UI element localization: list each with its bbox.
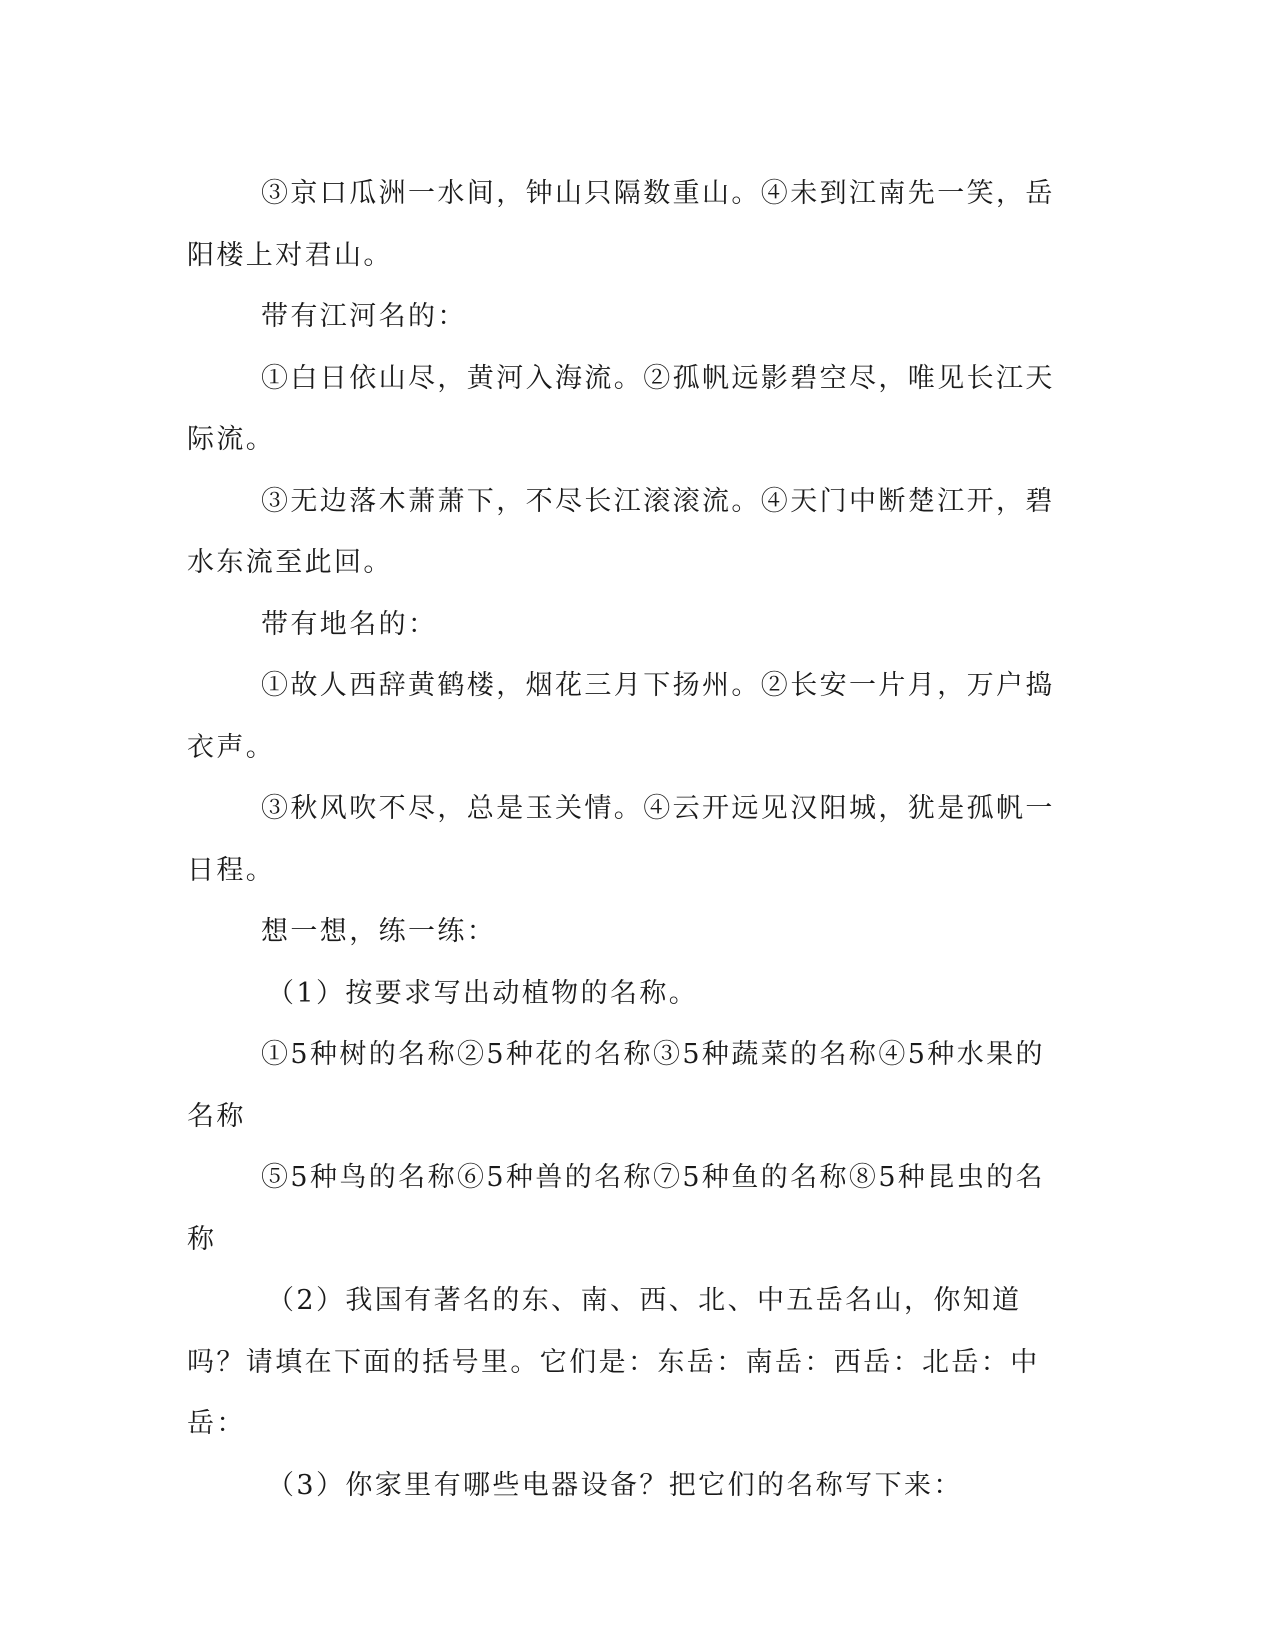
- poem-paragraph-places-2: ③秋风吹不尽，总是玉关情。④云开远见汉阳城，犹是孤帆一日程。: [187, 793, 1055, 886]
- exercise-1-items-a: ①5种树的名称②5种花的名称③5种蔬菜的名称④5种水果的名称: [187, 1039, 1045, 1132]
- exercise-3-prompt: （3）你家里有哪些电器设备？把它们的名称写下来：: [267, 1469, 963, 1501]
- section-heading-rivers: 带有江河名的：: [261, 301, 467, 332]
- section-heading-exercises: 想一想，练一练：: [261, 916, 497, 947]
- poem-paragraph-rivers-2: ③无边落木萧萧下，不尽长江滚滚流。④天门中断楚江开，碧水东流至此回。: [187, 485, 1055, 578]
- poem-paragraph-rivers-1: ①白日依山尽，黄河入海流。②孤帆远影碧空尽，唯见长江天际流。: [187, 362, 1055, 455]
- poem-paragraph-mountains: ③京口瓜洲一水间，钟山只隔数重山。④未到江南先一笑，岳阳楼上对君山。: [187, 178, 1055, 271]
- section-heading-places: 带有地名的：: [261, 608, 438, 640]
- exercise-1-items-b: ⑤5种鸟的名称⑥5种兽的名称⑦5种鱼的名称⑧5种昆虫的名称: [187, 1162, 1045, 1255]
- exercise-1-prompt: （1）按要求写出动植物的名称。: [267, 977, 699, 1009]
- document-body: [187, 163, 1057, 1516]
- poem-paragraph-places-1: ①故人西辞黄鹤楼，烟花三月下扬州。②长安一片月，万户捣衣声。: [187, 670, 1055, 763]
- exercise-2-prompt: （2）我国有著名的东、南、西、北、中五岳名山，你知道吗？请填在下面的括号里。它们是：东岳：南岳：西岳：北岳：中岳：: [187, 1285, 1040, 1439]
